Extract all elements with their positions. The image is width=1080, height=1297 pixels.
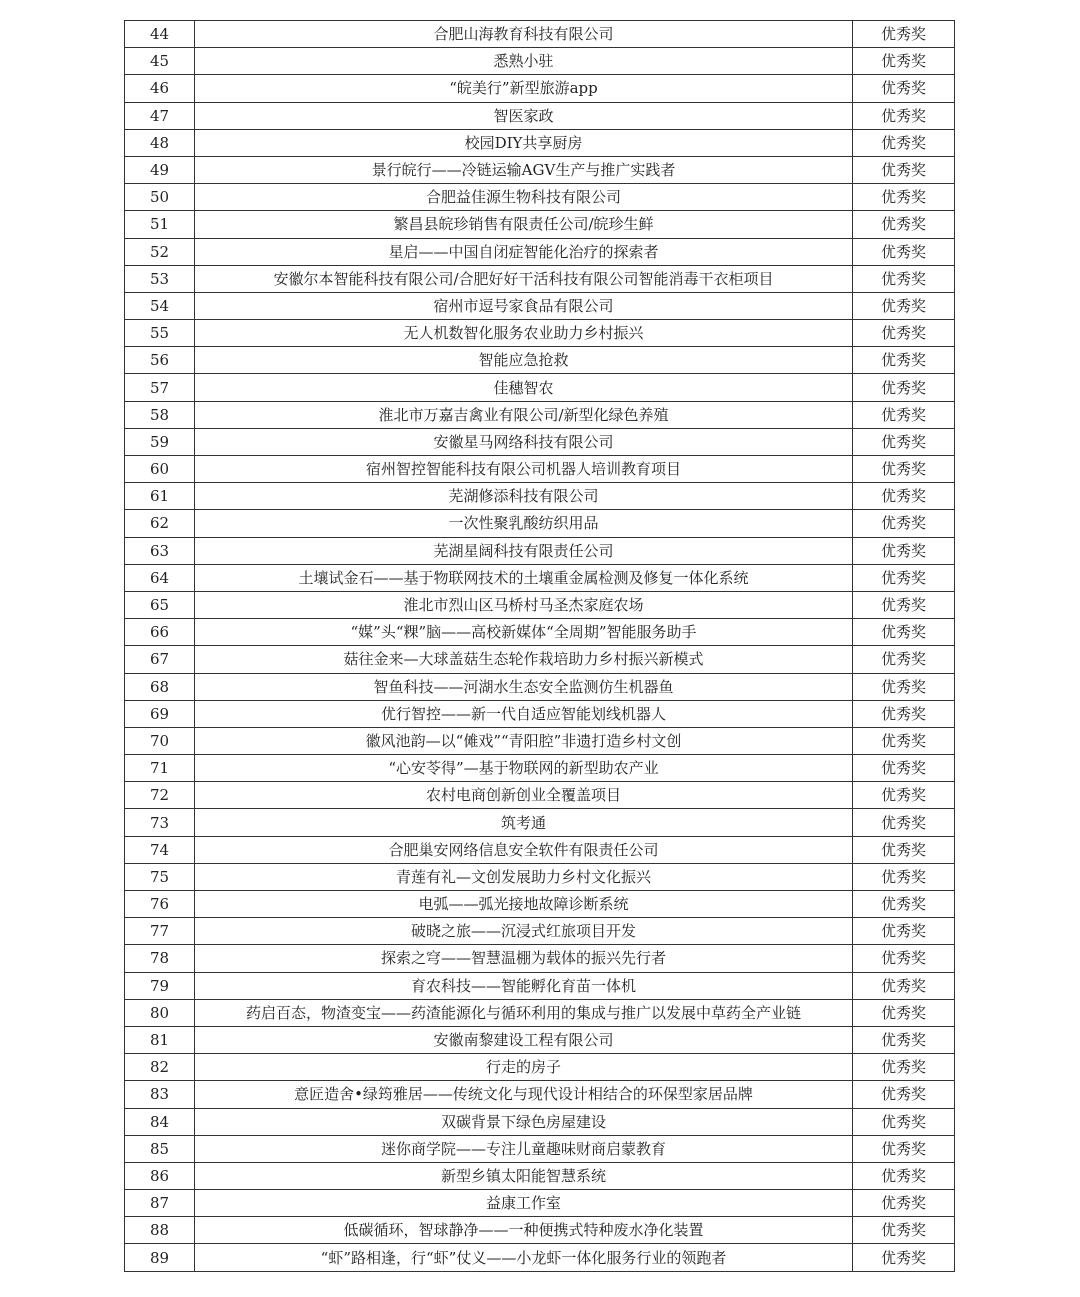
- award-cell: 优秀奖: [853, 75, 955, 102]
- award-cell: 优秀奖: [853, 700, 955, 727]
- project-name-cell: 农村电商创新创业全覆盖项目: [195, 782, 853, 809]
- table-row: [125, 75, 955, 102]
- row-number-cell: 89: [125, 1244, 195, 1271]
- award-cell: 优秀奖: [853, 292, 955, 319]
- row-number-cell: 81: [125, 1026, 195, 1053]
- table-row: [125, 863, 955, 890]
- award-cell: 优秀奖: [853, 809, 955, 836]
- award-cell: 优秀奖: [853, 1054, 955, 1081]
- row-number-cell: 64: [125, 564, 195, 591]
- project-name-cell: 育农科技——智能孵化育苗一体机: [195, 972, 853, 999]
- table-row: [125, 1081, 955, 1108]
- project-name-cell: 无人机数智化服务农业助力乡村振兴: [195, 320, 853, 347]
- award-cell: 优秀奖: [853, 1135, 955, 1162]
- row-number-cell: 74: [125, 836, 195, 863]
- project-name-cell: 行走的房子: [195, 1054, 853, 1081]
- award-cell: 优秀奖: [853, 483, 955, 510]
- project-name-cell: 悉熟小驻: [195, 48, 853, 75]
- table-row: [125, 727, 955, 754]
- project-name-cell: 安徽尔本智能科技有限公司/合肥好好干活科技有限公司智能消毒干衣柜项目: [195, 265, 853, 292]
- project-name-cell: 芜湖星阔科技有限责任公司: [195, 537, 853, 564]
- award-cell: 优秀奖: [853, 1244, 955, 1271]
- award-cell: 优秀奖: [853, 48, 955, 75]
- project-name-cell: 芜湖修添科技有限公司: [195, 483, 853, 510]
- project-name-cell: 智能应急抢救: [195, 347, 853, 374]
- row-number-cell: 53: [125, 265, 195, 292]
- row-number-cell: 68: [125, 673, 195, 700]
- table-row: [125, 483, 955, 510]
- award-cell: 优秀奖: [853, 755, 955, 782]
- row-number-cell: 72: [125, 782, 195, 809]
- row-number-cell: 57: [125, 374, 195, 401]
- award-cell: 优秀奖: [853, 184, 955, 211]
- table-row: [125, 1135, 955, 1162]
- table-row: [125, 1190, 955, 1217]
- award-cell: 优秀奖: [853, 619, 955, 646]
- table-row: [125, 782, 955, 809]
- table-row: [125, 1244, 955, 1271]
- table-row: [125, 537, 955, 564]
- award-cell: 优秀奖: [853, 21, 955, 48]
- award-cell: 优秀奖: [853, 727, 955, 754]
- row-number-cell: 52: [125, 238, 195, 265]
- project-name-cell: 星启——中国自闭症智能化治疗的探索者: [195, 238, 853, 265]
- award-cell: 优秀奖: [853, 320, 955, 347]
- row-number-cell: 49: [125, 156, 195, 183]
- project-name-cell: 探索之穹——智慧温棚为载体的振兴先行者: [195, 945, 853, 972]
- table-row: [125, 510, 955, 537]
- award-cell: 优秀奖: [853, 836, 955, 863]
- row-number-cell: 65: [125, 591, 195, 618]
- award-cell: 优秀奖: [853, 1217, 955, 1244]
- award-cell: 优秀奖: [853, 102, 955, 129]
- award-cell: 优秀奖: [853, 591, 955, 618]
- award-cell: 优秀奖: [853, 428, 955, 455]
- project-name-cell: “虾”路相逢，行“虾”仗义——小龙虾一体化服务行业的领跑者: [195, 1244, 853, 1271]
- row-number-cell: 51: [125, 211, 195, 238]
- table-row: [125, 972, 955, 999]
- project-name-cell: 土壤试金石——基于物联网技术的土壤重金属检测及修复一体化系统: [195, 564, 853, 591]
- award-cell: 优秀奖: [853, 646, 955, 673]
- table-row: [125, 619, 955, 646]
- row-number-cell: 86: [125, 1162, 195, 1189]
- table-row: [125, 918, 955, 945]
- table-row: [125, 102, 955, 129]
- project-name-cell: 低碳循环，智球静净——一种便携式特种废水净化装置: [195, 1217, 853, 1244]
- table-row: [125, 836, 955, 863]
- row-number-cell: 75: [125, 863, 195, 890]
- award-cell: 优秀奖: [853, 401, 955, 428]
- award-cell: 优秀奖: [853, 1026, 955, 1053]
- table-row: [125, 347, 955, 374]
- row-number-cell: 78: [125, 945, 195, 972]
- row-number-cell: 48: [125, 129, 195, 156]
- table-row: [125, 265, 955, 292]
- project-name-cell: 优行智控——新一代自适应智能划线机器人: [195, 700, 853, 727]
- project-name-cell: “皖美行”新型旅游app: [195, 75, 853, 102]
- award-cell: 优秀奖: [853, 211, 955, 238]
- project-name-cell: 迷你商学院——专注儿童趣味财商启蒙教育: [195, 1135, 853, 1162]
- row-number-cell: 76: [125, 891, 195, 918]
- award-cell: 优秀奖: [853, 374, 955, 401]
- award-cell: 优秀奖: [853, 918, 955, 945]
- table-row: [125, 646, 955, 673]
- project-name-cell: “媒”头“粿”脑——高校新媒体“全周期”智能服务助手: [195, 619, 853, 646]
- project-name-cell: 宿州市逗号家食品有限公司: [195, 292, 853, 319]
- row-number-cell: 56: [125, 347, 195, 374]
- row-number-cell: 83: [125, 1081, 195, 1108]
- project-name-cell: 合肥山海教育科技有限公司: [195, 21, 853, 48]
- row-number-cell: 79: [125, 972, 195, 999]
- row-number-cell: 47: [125, 102, 195, 129]
- award-cell: 优秀奖: [853, 999, 955, 1026]
- table-row: [125, 374, 955, 401]
- row-number-cell: 69: [125, 700, 195, 727]
- award-table: [124, 20, 955, 1272]
- row-number-cell: 59: [125, 428, 195, 455]
- table-row: [125, 238, 955, 265]
- project-name-cell: “心安苓得”—基于物联网的新型助农产业: [195, 755, 853, 782]
- project-name-cell: 电弧——弧光接地故障诊断系统: [195, 891, 853, 918]
- row-number-cell: 82: [125, 1054, 195, 1081]
- table-row: [125, 755, 955, 782]
- row-number-cell: 63: [125, 537, 195, 564]
- row-number-cell: 88: [125, 1217, 195, 1244]
- project-name-cell: 景行皖行——冷链运输AGV生产与推广实践者: [195, 156, 853, 183]
- award-cell: 优秀奖: [853, 945, 955, 972]
- row-number-cell: 46: [125, 75, 195, 102]
- table-row: [125, 809, 955, 836]
- row-number-cell: 80: [125, 999, 195, 1026]
- table-row: [125, 129, 955, 156]
- row-number-cell: 61: [125, 483, 195, 510]
- project-name-cell: 合肥巢安网络信息安全软件有限责任公司: [195, 836, 853, 863]
- award-cell: 优秀奖: [853, 1162, 955, 1189]
- award-cell: 优秀奖: [853, 782, 955, 809]
- award-cell: 优秀奖: [853, 510, 955, 537]
- project-name-cell: 双碳背景下绿色房屋建设: [195, 1108, 853, 1135]
- table-row: [125, 428, 955, 455]
- award-cell: 优秀奖: [853, 156, 955, 183]
- project-name-cell: 校园DIY共享厨房: [195, 129, 853, 156]
- table-row: [125, 891, 955, 918]
- table-row: [125, 292, 955, 319]
- row-number-cell: 54: [125, 292, 195, 319]
- row-number-cell: 62: [125, 510, 195, 537]
- table-row: [125, 211, 955, 238]
- table-row: [125, 945, 955, 972]
- row-number-cell: 71: [125, 755, 195, 782]
- table-row: [125, 401, 955, 428]
- table-row: [125, 1162, 955, 1189]
- table-row: [125, 673, 955, 700]
- award-cell: 优秀奖: [853, 129, 955, 156]
- row-number-cell: 45: [125, 48, 195, 75]
- table-row: [125, 564, 955, 591]
- project-name-cell: 一次性聚乳酸纺织用品: [195, 510, 853, 537]
- table-row: [125, 156, 955, 183]
- row-number-cell: 84: [125, 1108, 195, 1135]
- project-name-cell: 破晓之旅——沉浸式红旅项目开发: [195, 918, 853, 945]
- row-number-cell: 67: [125, 646, 195, 673]
- project-name-cell: 智医家政: [195, 102, 853, 129]
- award-cell: 优秀奖: [853, 456, 955, 483]
- project-name-cell: 宿州智控智能科技有限公司机器人培训教育项目: [195, 456, 853, 483]
- row-number-cell: 60: [125, 456, 195, 483]
- row-number-cell: 77: [125, 918, 195, 945]
- project-name-cell: 佳穗智农: [195, 374, 853, 401]
- award-cell: 优秀奖: [853, 1108, 955, 1135]
- project-name-cell: 繁昌县皖珍销售有限责任公司/皖珍生鲜: [195, 211, 853, 238]
- row-number-cell: 73: [125, 809, 195, 836]
- table-row: [125, 700, 955, 727]
- project-name-cell: 药启百态，物渣变宝——药渣能源化与循环利用的集成与推广以发展中草药全产业链: [195, 999, 853, 1026]
- award-cell: 优秀奖: [853, 347, 955, 374]
- project-name-cell: 淮北市万嘉吉禽业有限公司/新型化绿色养殖: [195, 401, 853, 428]
- project-name-cell: 益康工作室: [195, 1190, 853, 1217]
- award-cell: 优秀奖: [853, 1081, 955, 1108]
- table-row: [125, 48, 955, 75]
- award-cell: 优秀奖: [853, 238, 955, 265]
- row-number-cell: 85: [125, 1135, 195, 1162]
- project-name-cell: 智鱼科技——河湖水生态安全监测仿生机器鱼: [195, 673, 853, 700]
- project-name-cell: 淮北市烈山区马桥村马圣杰家庭农场: [195, 591, 853, 618]
- table-row: [125, 320, 955, 347]
- row-number-cell: 55: [125, 320, 195, 347]
- award-cell: 优秀奖: [853, 537, 955, 564]
- row-number-cell: 58: [125, 401, 195, 428]
- table-row: [125, 1054, 955, 1081]
- award-cell: 优秀奖: [853, 972, 955, 999]
- project-name-cell: 菇往金来—大球盖菇生态轮作栽培助力乡村振兴新模式: [195, 646, 853, 673]
- table-row: [125, 999, 955, 1026]
- award-cell: 优秀奖: [853, 863, 955, 890]
- table-row: [125, 1026, 955, 1053]
- project-name-cell: 合肥益佳源生物科技有限公司: [195, 184, 853, 211]
- award-cell: 优秀奖: [853, 891, 955, 918]
- project-name-cell: 青莲有礼—文创发展助力乡村文化振兴: [195, 863, 853, 890]
- table-row: [125, 1217, 955, 1244]
- award-cell: 优秀奖: [853, 673, 955, 700]
- table-row: [125, 21, 955, 48]
- project-name-cell: 意匠造舍•绿筠雅居——传统文化与现代设计相结合的环保型家居品牌: [195, 1081, 853, 1108]
- table-row: [125, 184, 955, 211]
- row-number-cell: 70: [125, 727, 195, 754]
- table-row: [125, 456, 955, 483]
- award-table-body: [125, 21, 955, 1272]
- project-name-cell: 安徽星马网络科技有限公司: [195, 428, 853, 455]
- project-name-cell: 徽风池韵—以“傩戏”“青阳腔”非遗打造乡村文创: [195, 727, 853, 754]
- row-number-cell: 87: [125, 1190, 195, 1217]
- project-name-cell: 筑考通: [195, 809, 853, 836]
- row-number-cell: 66: [125, 619, 195, 646]
- award-cell: 优秀奖: [853, 265, 955, 292]
- table-row: [125, 591, 955, 618]
- project-name-cell: 新型乡镇太阳能智慧系统: [195, 1162, 853, 1189]
- award-cell: 优秀奖: [853, 1190, 955, 1217]
- table-row: [125, 1108, 955, 1135]
- project-name-cell: 安徽南黎建设工程有限公司: [195, 1026, 853, 1053]
- award-cell: 优秀奖: [853, 564, 955, 591]
- row-number-cell: 50: [125, 184, 195, 211]
- row-number-cell: 44: [125, 21, 195, 48]
